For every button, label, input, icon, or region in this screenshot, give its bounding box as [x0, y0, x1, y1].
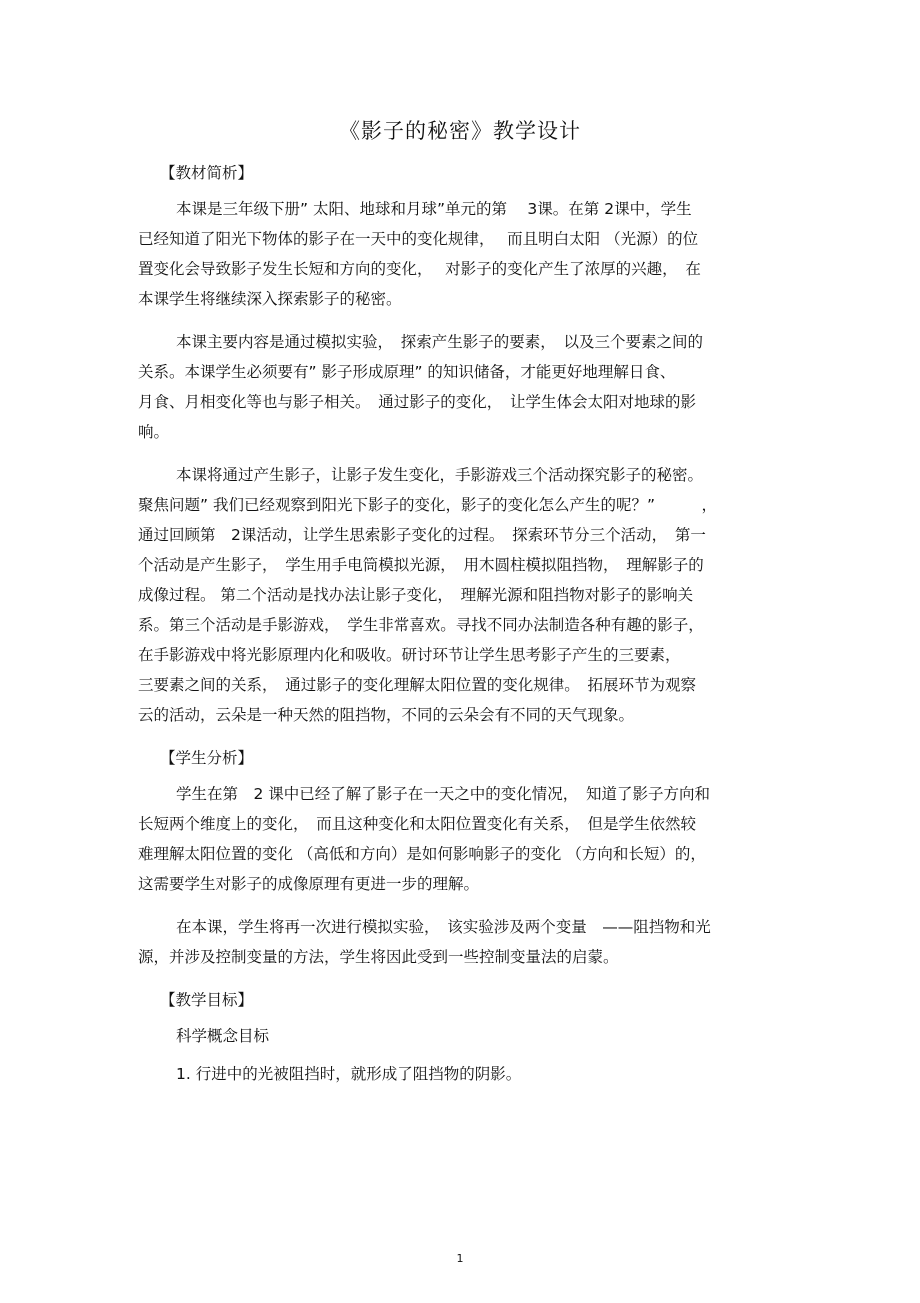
list-item: 1. 行进中的光被阻挡时，就形成了阻挡物的阴影。 [176, 1065, 522, 1083]
paragraph-jiaocai-2 [138, 327, 783, 447]
document-body [138, 158, 783, 1097]
document-title: 《影子的秘密》教学设计 [339, 119, 581, 143]
text-line: 在本课，学生将再一次进行模拟实验， 该实验涉及两个变量 ——阻挡物和光 [176, 918, 711, 936]
text-line: 本课将通过产生影子，让影子发生变化，手影游戏三个活动探究影子的秘密。 [176, 466, 704, 484]
section-heading-xuesheng: 【学生分析】 [160, 749, 254, 767]
text-line: 长短两个维度上的变化， 而且这种变化和太阳位置变化有关系， 但是学生依然较 [138, 815, 697, 833]
section-heading-jiaocai: 【教材简析】 [160, 164, 254, 182]
paragraph-jiaocai-1 [138, 194, 783, 314]
text-line: 在手影游戏中将光影原理内化和吸收。研讨环节让学生思考影子产生的三要素， [138, 646, 681, 664]
page-number: 1 [456, 1252, 464, 1265]
text-line: 成像过程。 第二个活动是找办法让影子变化， 理解光源和阻挡物对影子的影响关 [138, 586, 694, 604]
text-line: 学生在第 2 课中已经了解了影子在一天之中的变化情况， 知道了影子方向和 [176, 785, 711, 803]
text-line: 已经知道了阳光下物体的影子在一天中的变化规律， 而且明白太阳 （光源）的位 [138, 230, 699, 248]
text-line: 难理解太阳位置的变化 （高低和方向）是如何影响影子的变化 （方向和长短）的， [138, 845, 706, 863]
paragraph-jiaocai-3 [138, 460, 783, 730]
text-line: 聚焦问题” 我们已经观察到阳光下影子的变化，影子的变化怎么产生的呢？” ， [138, 496, 717, 514]
text-line: 响。 [138, 423, 170, 441]
text-line: 关系。本课学生必须要有” 影子形成原理” 的知识储备，才能更好地理解日食、 [138, 363, 676, 381]
text-line: 本课学生将继续深入探索影子的秘密。 [138, 290, 402, 308]
text-line: 系。第三个活动是手影游戏， 学生非常喜欢。寻找不同办法制造各种有趣的影子， [138, 616, 704, 634]
text-line: 本课主要内容是通过模拟实验， 探索产生影子的要素， 以及三个要素之间的 [176, 333, 704, 351]
text-line: 月食、月相变化等也与影子相关。 通过影子的变化， 让学生体会太阳对地球的影 [138, 393, 697, 411]
text-line: 个活动是产生影子， 学生用手电筒模拟光源， 用木圆柱模拟阻挡物， 理解影子的 [138, 556, 704, 574]
text-line: 云的活动，云朵是一种天然的阻挡物，不同的云朵会有不同的天气现象。 [138, 706, 635, 724]
text-line: 源，并涉及控制变量的方法，学生将因此受到一些控制变量法的启蒙。 [138, 948, 619, 966]
subheading-science-concept: 科学概念目标 [176, 1027, 270, 1045]
section-heading-mubiao: 【教学目标】 [160, 991, 254, 1009]
text-line: 通过回顾第 2课活动，让学生思索影子变化的过程。 探索环节分三个活动， 第一 [138, 526, 706, 544]
paragraph-xuesheng-2 [138, 912, 783, 972]
text-line: 置变化会导致影子发生长短和方向的变化， 对影子的变化产生了浓厚的兴趣， 在 [138, 260, 701, 278]
text-line: 三要素之间的关系， 通过影子的变化理解太阳位置的变化规律。 拓展环节为观察 [138, 676, 697, 694]
text-line: 本课是三年级下册” 太阳、地球和月球”单元的第 3课。在第 2课中，学生 [176, 200, 692, 218]
paragraph-xuesheng-1 [138, 779, 783, 899]
text-line: 这需要学生对影子的成像原理有更进一步的理解。 [138, 875, 480, 893]
